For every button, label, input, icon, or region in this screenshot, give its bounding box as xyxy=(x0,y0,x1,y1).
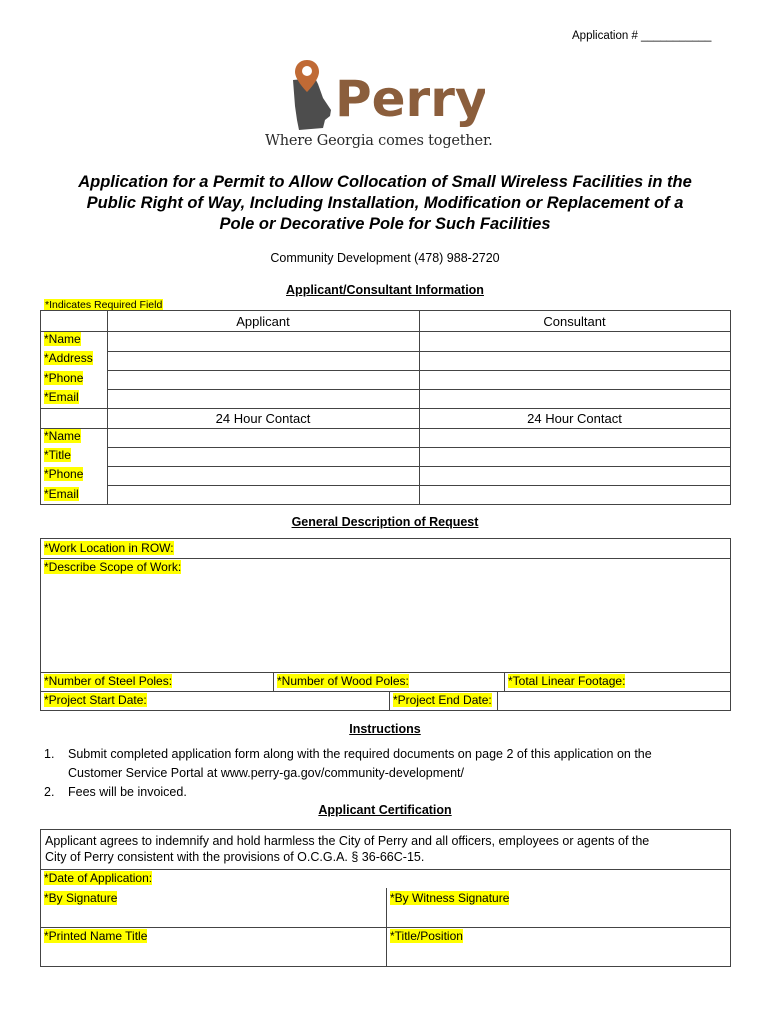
consultant-column-header: Consultant xyxy=(543,314,606,329)
consultant-name-field[interactable] xyxy=(420,332,730,351)
consultant-contact-phone-field[interactable] xyxy=(420,467,730,485)
applicant-section-heading: Applicant/Consultant Information xyxy=(286,283,484,297)
printed-name-title-field[interactable] xyxy=(42,944,385,965)
project-end-date-field[interactable] xyxy=(501,692,729,710)
linear-footage-label: *Total Linear Footage: xyxy=(508,674,626,688)
applicant-contact-title-field[interactable] xyxy=(108,448,419,466)
applicant-table xyxy=(40,310,731,505)
instruction-item-1: 1. Submit completed application form along with the required documents on page 2 of this application on the Customer Service Portal at www.perry-ga.gov/community-development/ xyxy=(44,747,652,780)
witness-signature-label: *By Witness Signature xyxy=(390,891,510,905)
project-start-date-field[interactable] xyxy=(161,692,387,710)
indemnify-statement: Applicant agrees to indemnify and hold harmless the City of Perry and all officers, employees or agents of the City of Perry consistent with the provisions of O.C.G.A. § 36-66C-15. xyxy=(45,834,650,864)
consultant-email-field[interactable] xyxy=(420,390,730,408)
consultant-24h-contact-header: 24 Hour Contact xyxy=(527,411,622,426)
page-title: Application for a Permit to Allow Collocation of Small Wireless Facilities in the Public Right of Way, Including Installation, Modification or Replacement of a Pole or Decorative Pole for Such Facilities xyxy=(78,173,692,233)
scope-of-work-label: *Describe Scope of Work: xyxy=(44,560,182,574)
consultant-contact-name-field[interactable] xyxy=(420,429,730,447)
instructions-list xyxy=(44,745,734,802)
applicant-contact-email-field[interactable] xyxy=(108,486,419,504)
applicant-address-field[interactable] xyxy=(108,352,419,370)
applicant-24h-contact-header: 24 Hour Contact xyxy=(215,411,311,426)
project-start-date-label: *Project Start Date: xyxy=(44,693,147,707)
perry-wordmark: Perry xyxy=(335,70,485,128)
applicant-contact-name-field[interactable] xyxy=(108,429,419,447)
certification-heading: Applicant Certification xyxy=(318,803,452,817)
request-section-heading: General Description of Request xyxy=(291,515,479,529)
consultant-contact-email-field[interactable] xyxy=(420,486,730,504)
contact-title-label: *Title xyxy=(44,448,71,462)
applicant-name-field[interactable] xyxy=(108,332,419,351)
applicant-phone-label: *Phone xyxy=(44,371,84,385)
date-of-application-label: *Date of Application: xyxy=(44,871,153,885)
applicant-phone-field[interactable] xyxy=(108,371,419,389)
applicant-email-label: *Email xyxy=(44,390,79,404)
contact-info: Community Development (478) 988-2720 xyxy=(270,251,500,265)
applicant-email-field[interactable] xyxy=(108,390,419,408)
applicant-address-label: *Address xyxy=(44,351,93,365)
by-signature-label: *By Signature xyxy=(44,891,118,905)
consultant-phone-field[interactable] xyxy=(420,371,730,389)
applicant-name-label: *Name xyxy=(44,332,81,346)
title-position-field[interactable] xyxy=(388,944,729,965)
required-field-note: *Indicates Required Field xyxy=(45,299,163,311)
applicant-column-header: Applicant xyxy=(236,314,290,329)
logo-tagline: Where Georgia comes together. xyxy=(265,133,493,149)
certification-table xyxy=(40,829,731,967)
title-position-label: *Title/Position xyxy=(390,929,463,943)
project-end-date-label: *Project End Date: xyxy=(393,693,492,707)
work-location-label: *Work Location in ROW: xyxy=(44,541,174,555)
perry-logo-graphic xyxy=(285,58,485,138)
printed-name-title-label: *Printed Name Title xyxy=(44,929,148,943)
consultant-contact-title-field[interactable] xyxy=(420,448,730,466)
work-location-field[interactable] xyxy=(191,540,728,557)
applicant-contact-phone-field[interactable] xyxy=(108,467,419,485)
scope-of-work-field[interactable] xyxy=(42,577,729,671)
date-of-application-field[interactable] xyxy=(166,870,728,887)
instructions-heading: Instructions xyxy=(349,722,421,736)
by-signature-field[interactable] xyxy=(42,906,385,926)
contact-email-label: *Email xyxy=(44,487,79,501)
steel-poles-label: *Number of Steel Poles: xyxy=(44,674,173,688)
request-table xyxy=(40,538,731,711)
consultant-address-field[interactable] xyxy=(420,352,730,370)
application-number: Application # ___________ xyxy=(572,30,712,42)
wood-poles-label: *Number of Wood Poles: xyxy=(277,674,409,688)
instruction-item-2: 2. Fees will be invoiced. xyxy=(44,785,187,799)
contact-name-label: *Name xyxy=(44,429,81,443)
contact-phone-label: *Phone xyxy=(44,467,84,481)
witness-signature-field[interactable] xyxy=(388,906,729,926)
